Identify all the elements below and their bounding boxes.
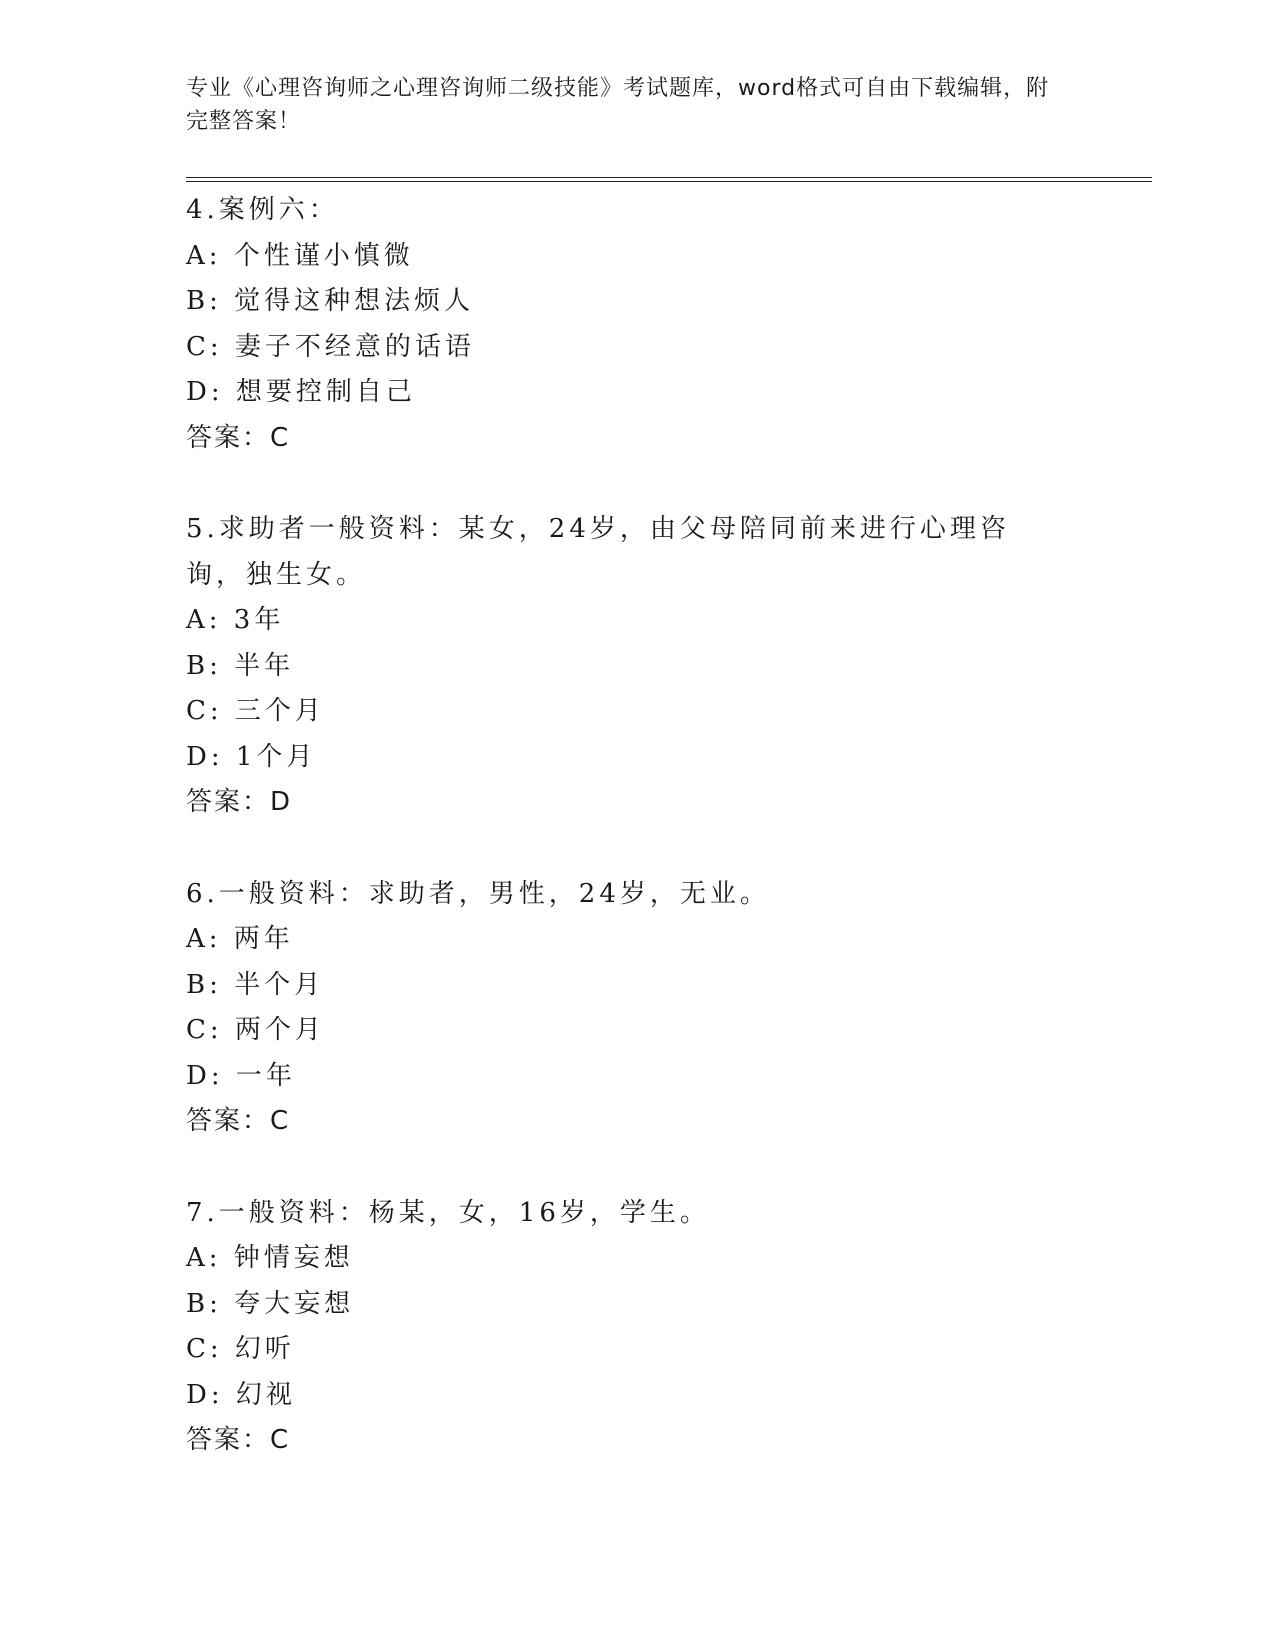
answer-line: 答案：C [186, 1425, 291, 1455]
option-a: A: 个性谨小慎微 [186, 240, 414, 271]
option-c: C: 两个月 [186, 1015, 325, 1045]
option-d: D: 幻视 [186, 1379, 296, 1410]
option-b: B: 半年 [186, 650, 295, 681]
question-5 [186, 507, 1086, 826]
answer-line: 答案：C [186, 422, 291, 453]
question-list [186, 188, 1086, 1510]
question-stem: 4.案例六： [186, 195, 339, 225]
question-stem: 7.一般资料：杨某，女，16岁，学生。 [186, 1197, 710, 1228]
option-a: A: 两年 [186, 924, 294, 954]
answer-line: 答案：C [186, 1106, 291, 1136]
option-d: D: 想要控制自己 [186, 377, 416, 407]
option-d: D: 1个月 [186, 741, 317, 772]
question-4 [186, 188, 1086, 461]
option-b: B: 觉得这种想法烦人 [186, 286, 475, 316]
document-header: 专业《心理咨询师之心理咨询师二级技能》考试题库，word格式可自由下载编辑，附完整答案！ [186, 76, 1050, 134]
answer-line: 答案：D [186, 787, 293, 817]
option-c: C: 三个月 [186, 696, 325, 726]
header-divider-top [186, 177, 1152, 178]
question-6 [186, 872, 1086, 1145]
question-stem: 6.一般资料：求助者，男性，24岁，无业。 [186, 878, 770, 909]
header-divider-bottom [186, 181, 1152, 182]
option-b: B: 半个月 [186, 969, 325, 1000]
question-stem: 5.求助者一般资料：某女，24岁，由父母陪同前来进行心理咨询，独生女。 [186, 514, 1010, 590]
option-c: C: 幻听 [186, 1334, 295, 1364]
option-a: A: 3年 [186, 605, 285, 635]
option-d: D: 一年 [186, 1060, 296, 1091]
option-c: C: 妻子不经意的话语 [186, 331, 475, 362]
option-a: A: 钟情妄想 [186, 1243, 354, 1273]
question-7 [186, 1191, 1086, 1464]
option-b: B: 夸大妄想 [186, 1288, 355, 1319]
